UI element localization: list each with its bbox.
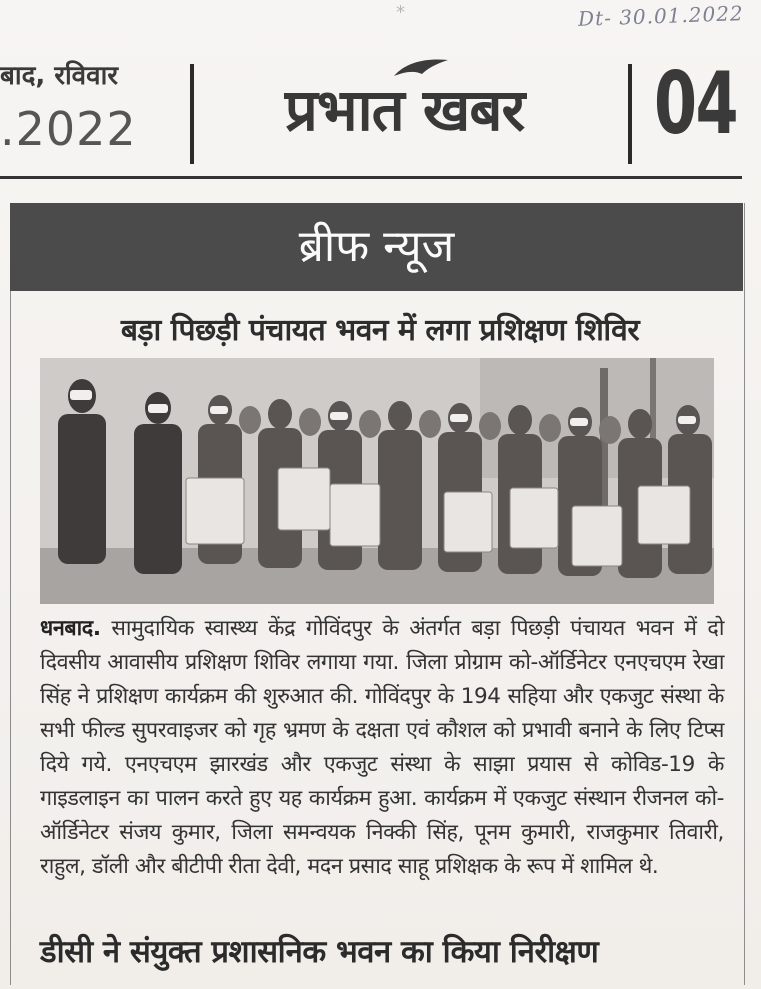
page-number: 04	[654, 54, 737, 154]
next-article-headline: डीसी ने संयुक्त प्रशासनिक भवन का किया निरीक्षण	[40, 934, 599, 970]
masthead	[0, 36, 761, 186]
article-headline: बड़ा पिछड़ी पंचायत भवन में लगा प्रशिक्षण शिविर	[120, 313, 640, 348]
masthead-year: .2022	[0, 102, 137, 156]
group-photo	[40, 358, 714, 604]
masthead-city-day: बाद, रविवार	[0, 61, 118, 91]
group-photo-image	[40, 358, 714, 604]
article-dateline: धनबाद.	[40, 616, 101, 641]
masthead-divider-left	[190, 64, 194, 164]
masthead-divider-right	[628, 64, 632, 164]
section-title: ब्रीफ न्यूज	[298, 221, 455, 272]
asterisk-mark: *	[396, 2, 405, 23]
handwritten-date: Dt- 30.01.2022	[577, 1, 745, 31]
article-body-text: सामुदायिक स्वास्थ्य केंद्र गोविंदपुर के अंतर्गत बड़ा पिछड़ी पंचायत भवन में दो दिवसीय आवासीय प्रशिक्षण शिविर लगाया गया. जिला प्रोग्राम को-ऑर्डिनेटर एनएचएम रेखा सिंह ने प्रशिक्षण कार्यक्रम की शुरुआत की. गोविंदपुर के 194 सहिया और एकजुट संस्था के सभी फील्ड सुपरवाइजर को गृह भ्रमण के दक्षता एवं कौशल को प्रभावी बनाने के लिए टिप्स दिये गये. एनएचएम झारखंड और एकजुट संस्था के साझा प्रयास से कोविड-19 के गाइडलाइन का पालन करते हुए यह कार्यक्रम हुआ. कार्यक्रम में एकजुट संस्थान रीजनल को-ऑर्डिनेटर संजय कुमार, जिला समन्वयक निक्की सिंह, पूनम कुमारी, राजकुमार तिवारी, राहुल, डॉली और बीटीपी रीता देवी, मदन प्रसाद साहू प्रशिक्षक के रूप में शामिल थे.	[40, 616, 724, 879]
newspaper-name: प्रभात खबर	[284, 76, 525, 144]
masthead-rule	[0, 176, 742, 179]
article-body	[40, 612, 724, 884]
